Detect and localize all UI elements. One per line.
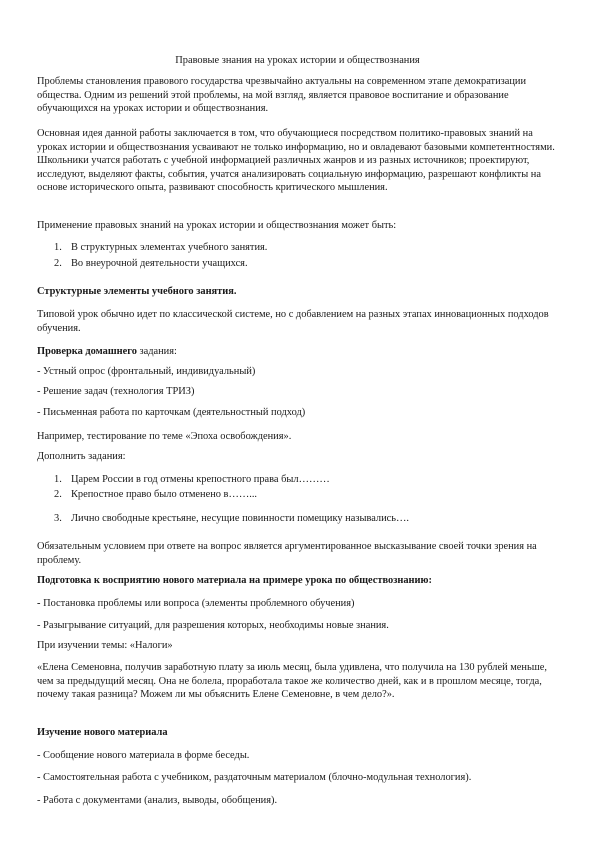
complete-lead: Дополнить задания: — [37, 451, 126, 462]
complete-list-item: 2. Крепостное право было отменено в……... — [54, 489, 258, 500]
page-title: Правовые знания на уроках истории и обществознания — [175, 55, 420, 66]
condition-paragraph: Обязательным условием при ответе на вопрос является аргументированное высказывание своей точки зрения на проблему. — [37, 541, 537, 566]
intro-paragraph: Проблемы становления правового государства чрезвычайно актуальны на современном этапе демократизации общества. Одним из решений этой проблемы, на мой взгляд, является правовое воспитание и образование обучающихся на уроках истории и обществознания. — [37, 76, 527, 115]
complete-list-item: 1. Царем России в год отмены крепостного права был……… — [54, 474, 330, 485]
application-list-item: 2. Во внеурочной деятельности учащихся. — [54, 258, 248, 269]
topic-line: При изучении темы: «Налоги» — [37, 640, 173, 651]
homework-item: - Письменная работа по карточкам (деятельностный подход) — [37, 407, 306, 418]
application-list-item: 1. В структурных элементах учебного занятия. — [54, 242, 268, 253]
structural-heading: Структурные элементы учебного занятия. — [37, 286, 237, 297]
prep-item: - Постановка проблемы или вопроса (элементы проблемного обучения) — [37, 598, 355, 609]
example-paragraph: Например, тестирование по теме «Эпоха освобождения». — [37, 431, 292, 442]
homework-item: - Решение задач (технология ТРИЗ) — [37, 386, 195, 397]
main-idea-paragraph: Основная идея данной работы заключается в том, что обучающиеся посредством политико-правовых знаний на уроках истории и обществознания усваивают не только информацию, но и овладевают базовыми компетентностями. Школьники учатся работать с учебной информацией различных жанров и из разных источников; проектируют, исследуют, выделяют факты, события, учатся анализировать социальную информацию, разрешают конфликты на основе исторического опыта, развивают способность критического мышления. — [37, 128, 555, 194]
complete-list-item: 3. Лично свободные крестьяне, несущие повинности помещику назывались…. — [54, 513, 409, 524]
new-material-item: - Работа с документами (анализ, выводы, обобщения). — [37, 795, 278, 806]
homework-item: - Устный опрос (фронтальный, индивидуальный) — [37, 366, 256, 377]
typical-lesson-paragraph: Типовой урок обычно идет по классической системе, но с добавлением на разных этапах инновационных подходов обучения. — [37, 309, 549, 334]
quote-paragraph: «Елена Семеновна, получив заработную плату за июль месяц, была удивлена, что получила на 130 рублей меньше, чем за предыдущий месяц. Она не болела, проработала такое же количество дней, как и в прошлом месяце, тогда, почему такая разница? Можем ли мы объяснить Елене Семеновне, в чем дело?». — [37, 662, 547, 701]
new-material-heading: Изучение нового материала — [37, 727, 168, 738]
prep-item: - Разыгрывание ситуаций, для разрешения которых, необходимы новые знания. — [37, 620, 389, 631]
new-material-item: - Сообщение нового материала в форме беседы. — [37, 750, 250, 761]
prep-heading: Подготовка к восприятию нового материала на примере урока по обществознанию: — [37, 575, 432, 586]
application-lead: Применение правовых знаний на уроках истории и обществознания может быть: — [37, 220, 397, 231]
new-material-item: - Самостоятельная работа с учебником, раздаточным материалом (блочно-модульная технология). — [37, 772, 472, 783]
homework-heading: Проверка домашнего задания: — [37, 346, 177, 357]
